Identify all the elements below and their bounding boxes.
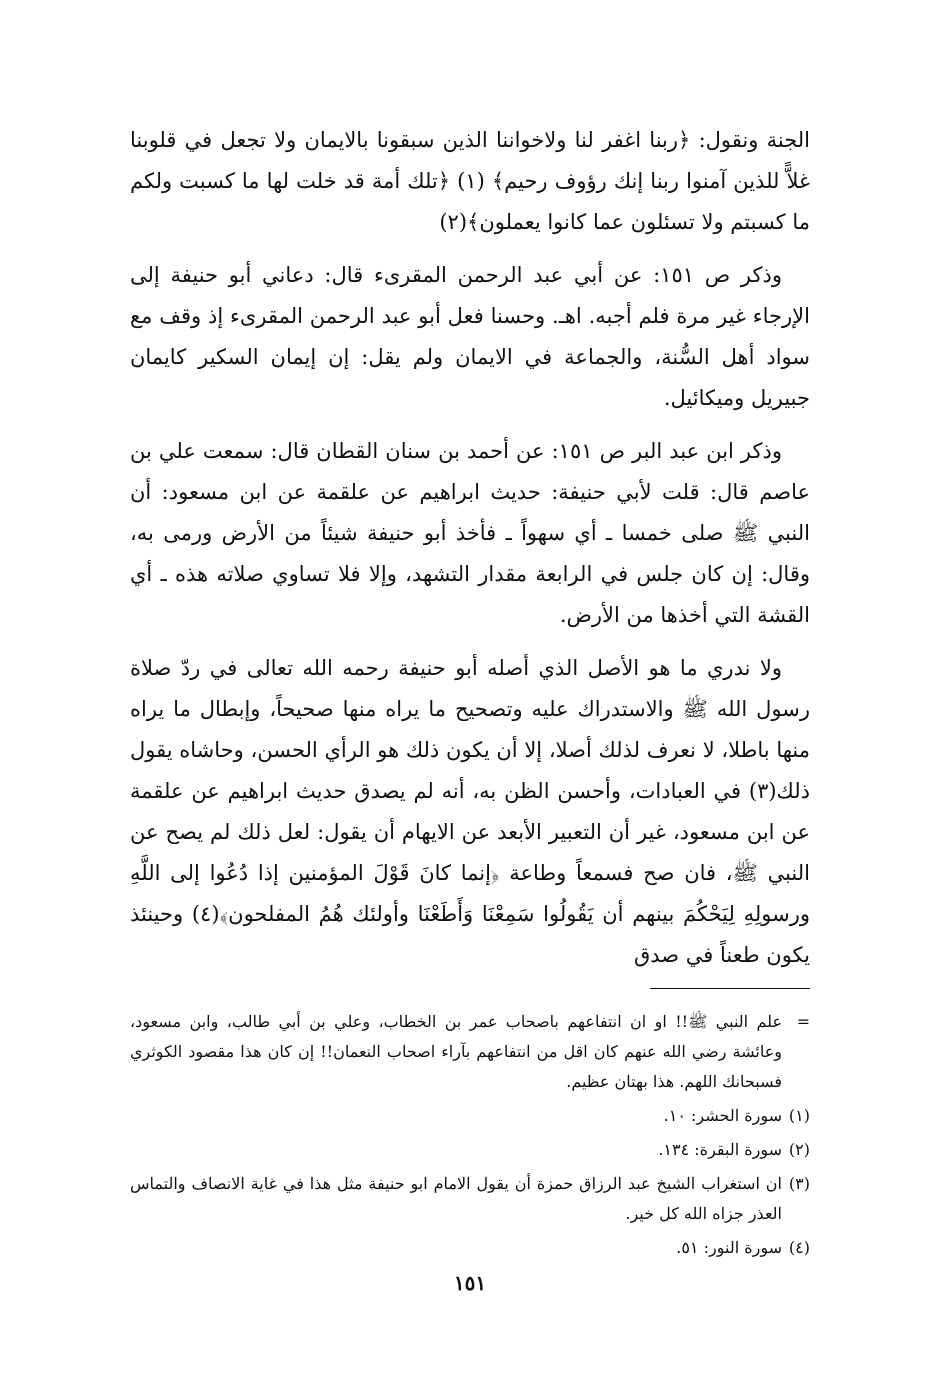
paragraph-1: الجنة ونقول: ﴿ربنا اغفر لنا ولاخواننا الذين سبقونا بالايمان ولا تجعل في قلوبنا غلاًّ للذين آمنوا ربنا إنك رؤوف رحيم﴾ (١) ﴿تلك أمة قد خلت لها ما كسبت ولكم ما كسبتم ولا تسئلون عما كانوا يعملون﴾(٢) [130,128,810,234]
footnote-text: سورة البقرة: ١٣٤. [658,1140,782,1159]
main-text-body [130,120,810,976]
footnote-text: سورة النور: ٥١. [676,1238,782,1257]
footnote-continuation [130,1007,810,1097]
paragraph-2: وذكر ص ١٥١: عن أبي عبد الرحمن المقرىء قال: دعاني أبو حنيفة إلى الإرجاء غير مرة فلم أجبه. اهـ. وحسنا فعل أبو عبد الرحمن المقرىء إذ وقف مع سواد أهل السُّنة، والجماعة في الايمان ولم يقل: إن إيمان السكير كايمان جبيريل وميكائيل. [130,263,810,410]
footnote-4 [130,1233,810,1263]
paragraph-4: ولا ندري ما هو الأصل الذي أصله أبو حنيفة رحمه الله تعالى في ردّ صلاة رسول الله ﷺ والاستدراك عليه وتصحيح ما يراه منها صحيحاً، وإبطال ما يراه منها باطلا، لا نعرف لذلك أصلا، إلا أن يكون ذلك هو الرأي الحسن، وحاشاه يقول ذلك(٣) في العبادات، وأحسن الظن به، أنه لم يصدق حديث ابراهيم عن علقمة عن ابن مسعود، غير أن التعبير الأبعد عن الايهام أن يقول: لعل ذلك لم يصح عن النبي ﷺ، فان صح فسمعاً وطاعة ﴿إنما كانَ قَوْلَ المؤمنين إذا دُعُوا إلى اللَّهِ ورسولِهِ لِيَحْكُمَ بينهم أن يَقُولُوا سَمِعْنَا وَأَطَعْنَا وأولئك هُمُ المفلحون﴾(٤) وحينئذ يكون طعناً في صدق [130,656,810,967]
footnote-text: سورة الحشر: ١٠. [663,1106,782,1125]
footnote-mark: (٤) [788,1238,810,1257]
paragraph-3: وذكر ابن عبد البر ص ١٥١: عن أحمد بن سنان القطان قال: سمعت علي بن عاصم قال: قلت لأبي حنيفة: حديث ابراهيم عن علقمة عن ابن مسعود: أن النبي ﷺ صلى خمسا ـ أي سهواً ـ فأخذ أبو حنيفة شيئاً من الأرض ورمى به، وقال: إن كان جلس في الرابعة مقدار التشهد، وإلا فلا تساوي صلاته هذه ـ أي القشة التي أخذها من الأرض. [130,439,810,627]
footnote-text: علم النبي ﷺ!! او ان انتفاعهم باصحاب عمر بن الخطاب، وعلي بن أبي طالب، وابن مسعود، وعائشة رضي الله عنهم كان اقل من انتفاعهم بآراء اصحاب النعمان!! إن كان هذا مقصود الكوثري فسبحانك اللهم. هذا بهتان عظيم. [130,1012,783,1091]
footnote-mark: (٣) [788,1174,810,1193]
footnote-text: ان استغراب الشيخ عبد الرزاق حمزة أن يقول الامام ابو حنيفة مثل هذا في غاية الانصاف والتماس العذر جزاه الله كل خير. [130,1174,782,1223]
footnotes [130,1007,810,1263]
page-number: ١٥١ [453,1271,487,1295]
footnote-mark: (١) [788,1106,810,1125]
document-page [130,120,810,1295]
footnote-mark: = [796,1012,810,1031]
footnote-3 [130,1169,810,1229]
footnote-2 [130,1135,810,1165]
footnote-separator [650,988,810,989]
footnote-mark: (٢) [788,1140,810,1159]
footnote-1 [130,1101,810,1131]
